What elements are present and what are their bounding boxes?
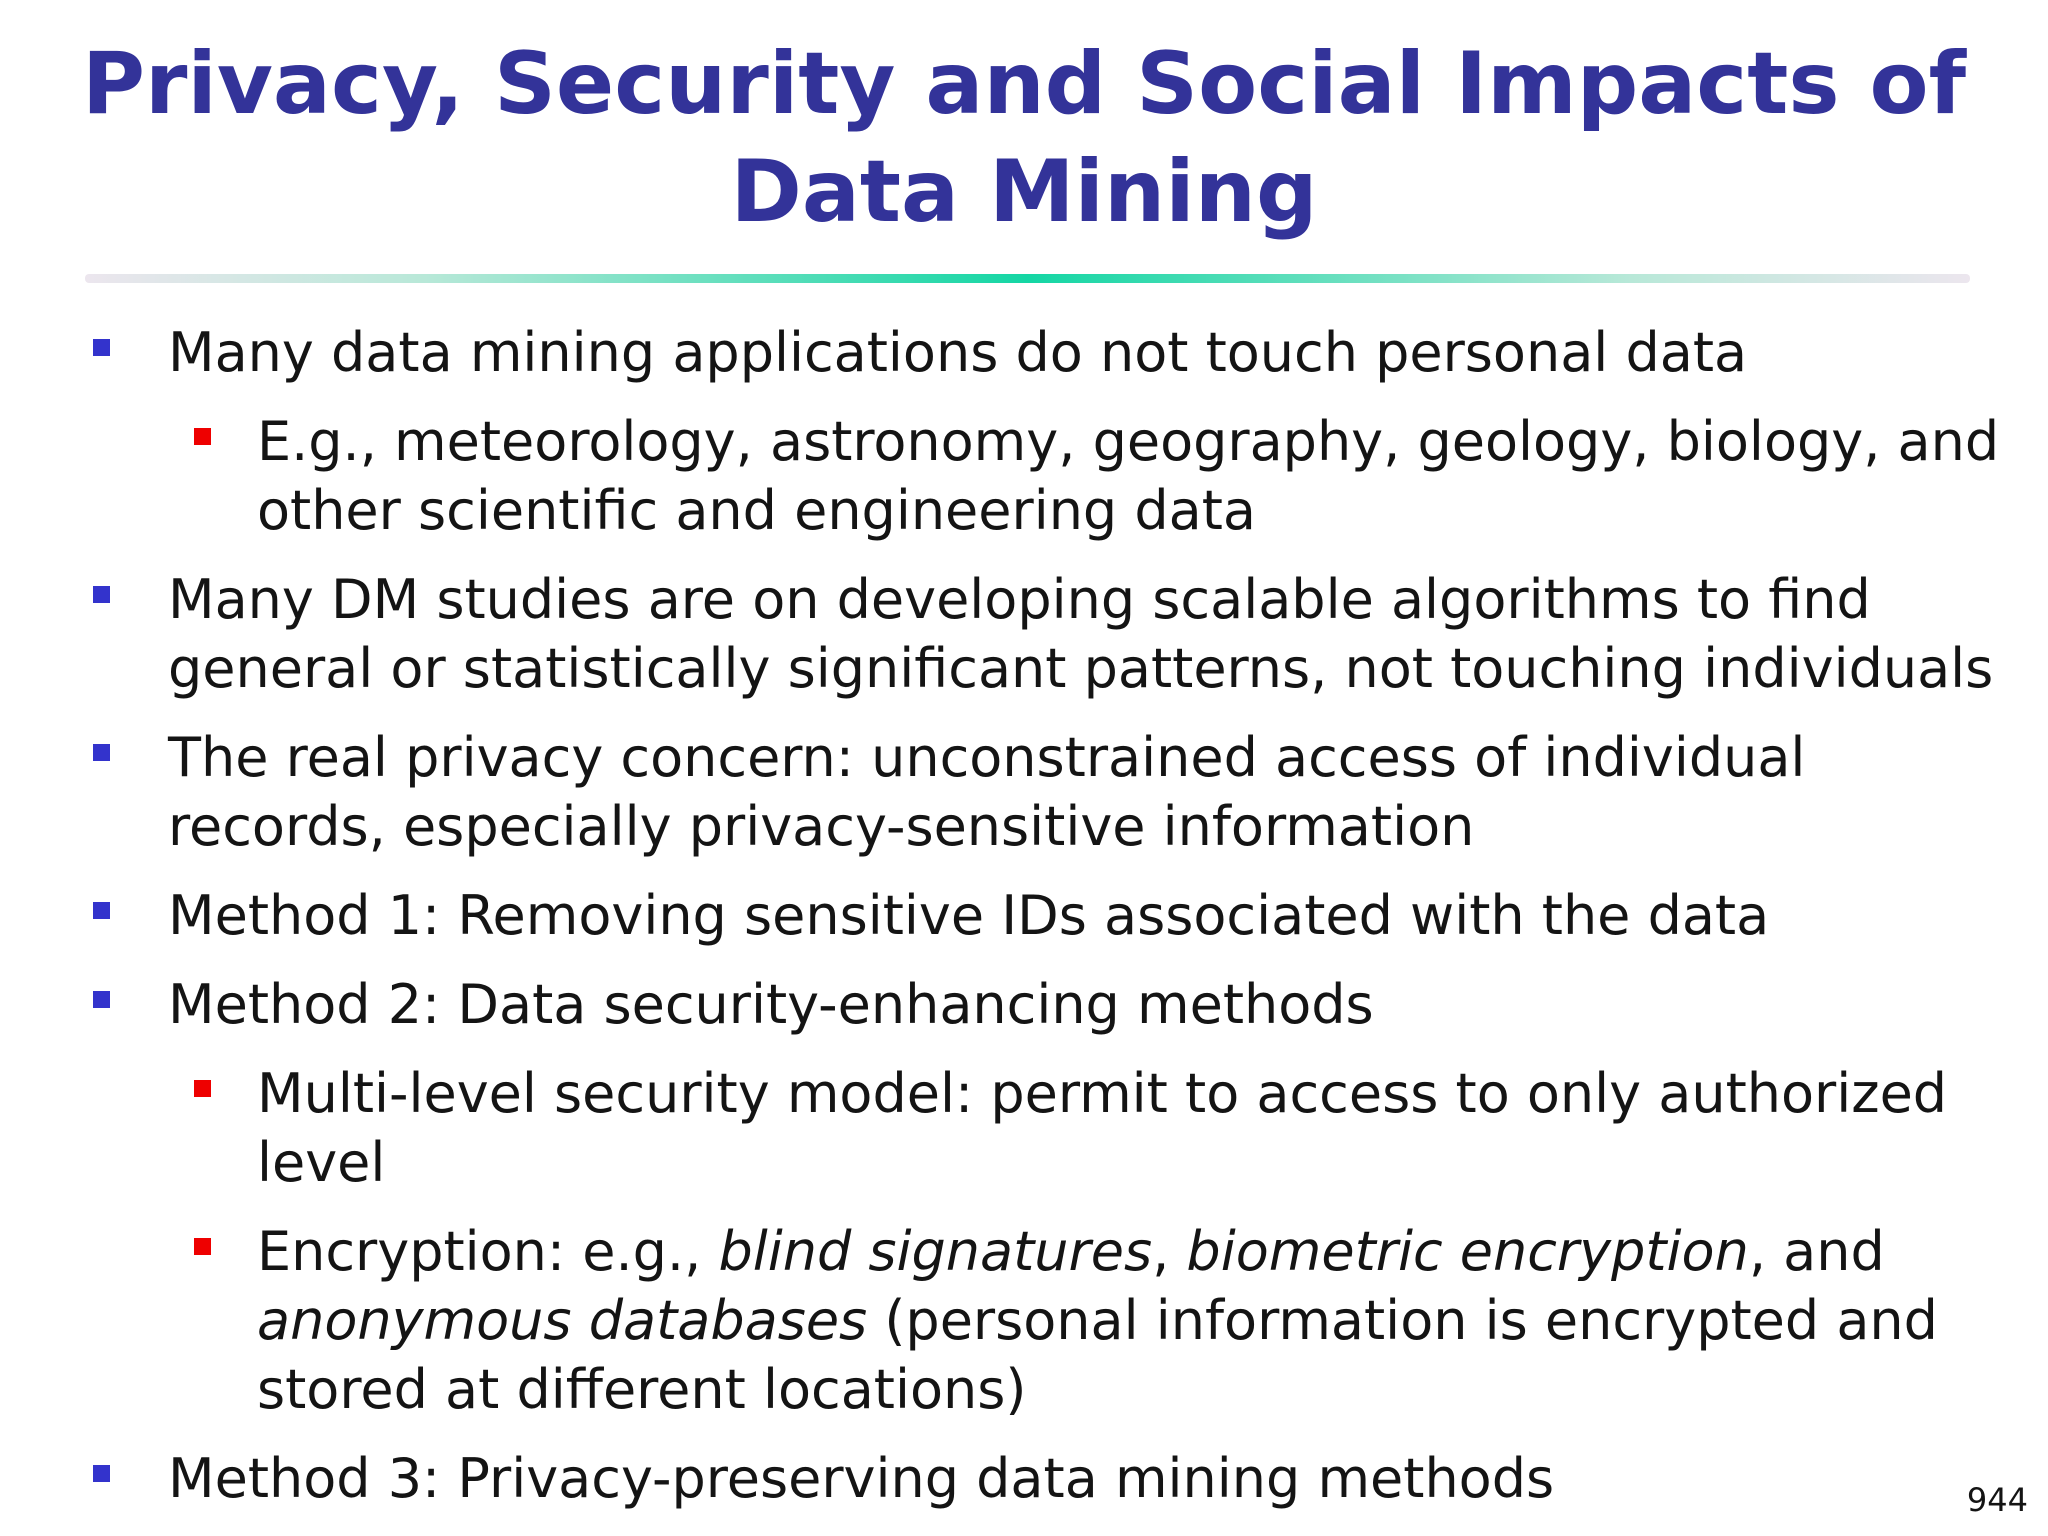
bullet-item: [0, 970, 2048, 1039]
square-bullet-icon: [93, 1465, 110, 1482]
square-bullet-icon: [93, 902, 110, 919]
sub-bullet-text: Multi-level security model: permit to access to only authorized level: [257, 1062, 1948, 1194]
bullet-item: [0, 318, 2048, 387]
separator-text: ,: [1152, 1220, 1187, 1283]
sub-bullet-item: [0, 407, 2048, 545]
encryption-tail-text: (personal information is encrypted and stored at different locations): [257, 1289, 1938, 1421]
sub-bullet-text: [257, 1217, 2008, 1424]
bullet-item: [0, 1444, 2048, 1513]
anonymous-databases-term: anonymous databases: [257, 1289, 868, 1352]
title-divider: [85, 274, 1970, 283]
bullet-item: [0, 565, 2048, 703]
sub-bullet-item: [0, 1059, 2048, 1197]
square-bullet-icon: [194, 428, 211, 445]
bullet-item: [0, 723, 2048, 861]
biometric-encryption-term: biometric encryption: [1186, 1220, 1749, 1283]
square-bullet-icon: [194, 1238, 211, 1255]
square-bullet-icon: [93, 991, 110, 1008]
encryption-lead-text: Encryption: e.g.,: [257, 1220, 719, 1283]
bullet-text: Many data mining applications do not touch personal data: [168, 321, 1748, 384]
bullet-text: Many DM studies are on developing scalable algorithms to find general or statistically significant patterns, not touching individuals: [168, 568, 1994, 700]
sub-bullet-text: E.g., meteorology, astronomy, geography, geology, biology, and other scientific and engineering data: [257, 410, 2000, 542]
page-number: 944: [1966, 1481, 2028, 1519]
blind-signatures-term: blind signatures: [718, 1220, 1153, 1283]
square-bullet-icon: [93, 339, 110, 356]
square-bullet-icon: [93, 744, 110, 761]
bullet-text: Method 1: Removing sensitive IDs associated with the data: [168, 884, 1770, 947]
square-bullet-icon: [194, 1080, 211, 1097]
bullet-text: Method 3: Privacy-preserving data mining methods: [168, 1447, 1555, 1510]
conjunction-text: , and: [1748, 1220, 1885, 1283]
sub-bullet-item: [0, 1217, 2048, 1424]
square-bullet-icon: [93, 586, 110, 603]
slide-title: Privacy, Security and Social Impacts of Data Mining: [81, 34, 1967, 242]
bullet-text: The real privacy concern: unconstrained access of individual records, especially privacy-sensitive information: [168, 726, 1806, 858]
bullet-list: [0, 318, 2048, 1533]
bullet-item: [0, 881, 2048, 950]
bullet-text: Method 2: Data security-enhancing methods: [168, 973, 1374, 1036]
